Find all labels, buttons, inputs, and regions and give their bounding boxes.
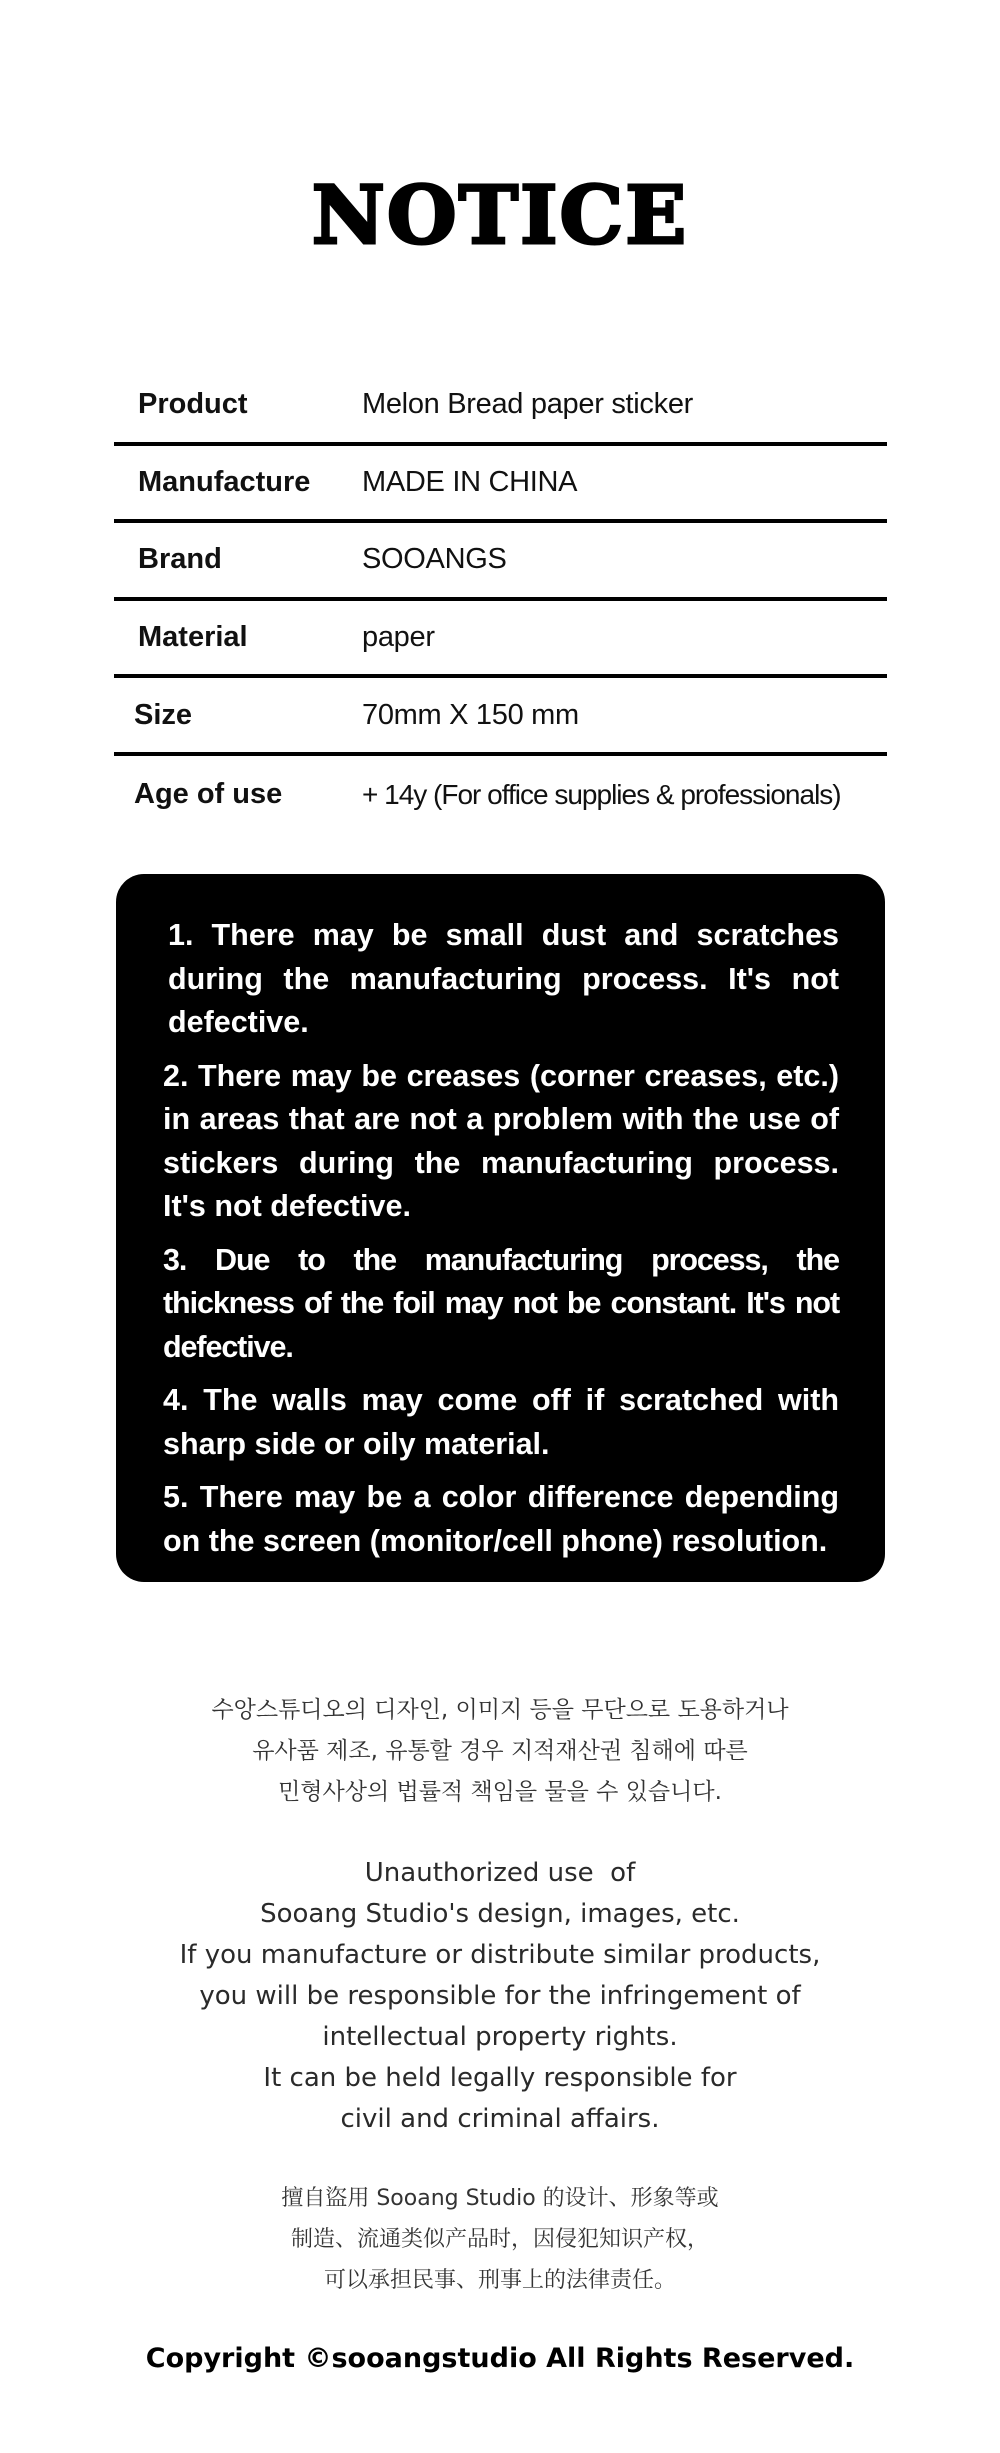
spec-row-manufacture <box>114 446 887 524</box>
notice-item: 5. There may be a color difference depending on the screen (monitor/cell phone) resolution. <box>163 1480 839 1558</box>
spec-label: Age of use <box>134 778 283 811</box>
page-title: NOTICE <box>311 168 689 262</box>
copyright-notice: Copyright ©sooangstudio All Rights Reserved. <box>145 2343 855 2374</box>
spec-row-age-of-use <box>114 756 887 834</box>
disclaimer-line: It can be held legally responsible for <box>263 2063 737 2093</box>
spec-row-material <box>114 601 887 679</box>
notice-box <box>116 874 885 1655</box>
spec-label: Material <box>138 621 248 654</box>
disclaimer-english <box>0 1853 1000 2140</box>
disclaimer-line: Sooang Studio's design, images, etc. <box>260 1899 740 1929</box>
disclaimer-line: If you manufacture or distribute similar products, <box>179 1940 821 1970</box>
spec-label: Manufacture <box>138 465 311 498</box>
spec-value: SOOANGS <box>362 543 507 576</box>
notice-item: 3. Due to the manufacturing process, the thickness of the foil may not be constant. It's not defective. <box>163 1242 839 1364</box>
notice-item: 4. The walls may come off if scratched with sharp side or oily material. <box>163 1383 839 1461</box>
spec-value: 70mm X 150 mm <box>362 698 579 731</box>
disclaimer-line: 制造、流通类似产品时，因侵犯知识产权， <box>290 2227 709 2252</box>
spec-value: Melon Bread paper sticker <box>362 388 693 421</box>
disclaimer-line: 민형사상의 법률적 책임을 물을 수 있습니다. <box>278 1779 722 1805</box>
disclaimer-line: 유사품 제조, 유통할 경우 지적재산권 침해에 따른 <box>252 1738 748 1764</box>
spec-label: Product <box>138 388 248 421</box>
notice-item: 6. Children under the age of 13 may not be used. <box>163 1577 779 1655</box>
disclaimer-korean <box>0 1690 1000 1813</box>
disclaimer-line: civil and criminal affairs. <box>340 2104 660 2134</box>
disclaimer-line: you will be responsible for the infringement of <box>199 1981 801 2011</box>
spec-row-product <box>114 368 887 446</box>
product-spec-table <box>114 368 887 834</box>
spec-value: paper <box>362 621 435 654</box>
spec-value: MADE IN CHINA <box>362 465 578 498</box>
disclaimer-line: 可以承担民事、刑事上的法律责任。 <box>323 2268 676 2293</box>
spec-row-brand <box>114 523 887 601</box>
notice-item: 1. There may be small dust and scratches during the manufacturing process. It's not defective. <box>168 918 839 1039</box>
spec-label: Brand <box>138 543 222 576</box>
disclaimer-line: 수앙스튜디오의 디자인, 이미지 등을 무단으로 도용하거나 <box>211 1697 789 1723</box>
disclaimer-line: Unauthorized use of <box>364 1858 636 1888</box>
notice-item: 2. There may be creases (corner creases, etc.) in areas that are not a problem with the use of stickers during the manufacturing process. It's not defective. <box>163 1058 839 1223</box>
disclaimer-chinese <box>0 2178 1000 2301</box>
disclaimer-line: intellectual property rights. <box>322 2022 678 2052</box>
spec-value: + 14y (For office supplies & professionals) <box>362 778 841 810</box>
spec-row-size <box>114 678 887 756</box>
disclaimer-line: 擅自盜用 Sooang Studio 的设计、形象等或 <box>281 2186 719 2211</box>
spec-label: Size <box>134 698 193 731</box>
